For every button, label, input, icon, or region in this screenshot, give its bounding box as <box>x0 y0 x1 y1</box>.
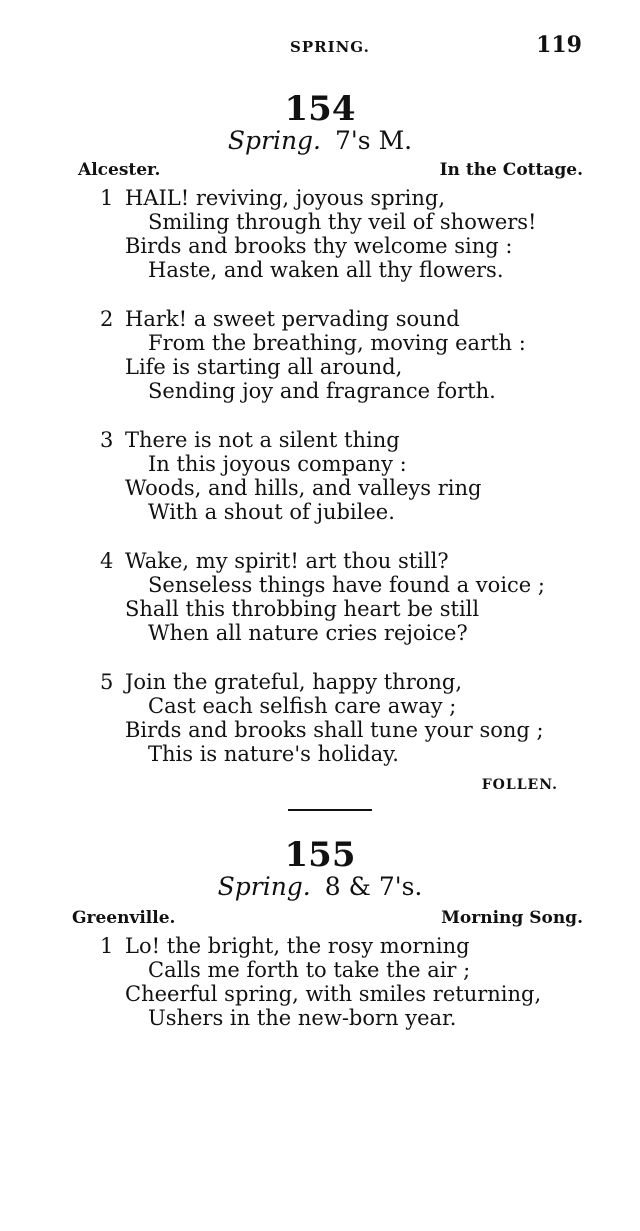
page-number: 119 <box>536 32 582 58</box>
verse-3 <box>100 428 580 524</box>
hymn-number: 155 <box>284 835 356 875</box>
hymn-author: FOLLEN. <box>481 777 558 793</box>
verse-line: 1 Lo! the bright, the rosy morning <box>100 934 470 958</box>
tune-name-left: Alcester. <box>78 160 161 180</box>
verse-line: When all nature cries rejoice? <box>148 621 468 645</box>
hymn-number: 154 <box>284 89 356 129</box>
verse-line: This is nature's holiday. <box>148 742 399 766</box>
verse-line: With a shout of jubilee. <box>148 500 395 524</box>
verse-line: Haste, and waken all thy flowers. <box>148 258 504 282</box>
verse-number: 4 <box>100 549 114 573</box>
tune-name-right: In the Cottage. <box>439 160 583 180</box>
running-title: SPRING. <box>290 38 370 56</box>
verse-1 <box>100 186 580 282</box>
verse-line: Cheerful spring, with smiles returning, <box>125 982 542 1006</box>
verse-line: 3 There is not a silent thing <box>100 428 400 452</box>
hymn-subject: Spring. <box>227 126 322 155</box>
verse-number: 2 <box>100 307 114 331</box>
verse-line: Senseless things have found a voice ; <box>148 573 545 597</box>
verse-line: In this joyous company : <box>148 452 407 476</box>
verse-line: 4 Wake, my spirit! art thou still? <box>100 549 449 573</box>
verse-number: 5 <box>100 670 114 694</box>
verse-line: 5 Join the grateful, happy throng, <box>100 670 463 694</box>
verse-line: Life is starting all around, <box>125 355 403 379</box>
hymn-title <box>0 874 640 899</box>
hymn-subject: Spring. <box>217 872 311 901</box>
verse-line: 2 Hark! a sweet pervading sound <box>100 307 460 331</box>
verse-1 <box>100 934 580 1030</box>
verse-line: 1 HAIL! reviving, joyous spring, <box>100 186 446 210</box>
verse-line: Calls me forth to take the air ; <box>148 958 471 982</box>
hymn-title <box>0 128 640 153</box>
verse-line: Cast each selfish care away ; <box>148 694 457 718</box>
verse-line: Birds and brooks shall tune your song ; <box>125 718 544 742</box>
hymn-meter: 8 & 7's. <box>324 872 423 901</box>
verse-number: 1 <box>100 186 114 210</box>
verse-number: 3 <box>100 428 114 452</box>
verse-line: Smiling through thy veil of showers! <box>148 210 537 234</box>
verse-line: Woods, and hills, and valleys ring <box>125 476 482 500</box>
verse-line: From the breathing, moving earth : <box>148 331 526 355</box>
verse-5 <box>100 670 580 766</box>
verse-2 <box>100 307 580 403</box>
hymn-meter: 7's M. <box>335 126 413 155</box>
verse-4 <box>100 549 580 645</box>
verse-line: Shall this throbbing heart be still <box>125 597 480 621</box>
verse-number: 1 <box>100 934 114 958</box>
tune-name-left: Greenville. <box>72 908 176 928</box>
verse-line: Ushers in the new-born year. <box>148 1006 457 1030</box>
section-divider <box>288 809 372 811</box>
tune-name-right: Morning Song. <box>441 908 583 928</box>
verse-line: Birds and brooks thy welcome sing : <box>125 234 513 258</box>
verse-line: Sending joy and fragrance forth. <box>148 379 496 403</box>
